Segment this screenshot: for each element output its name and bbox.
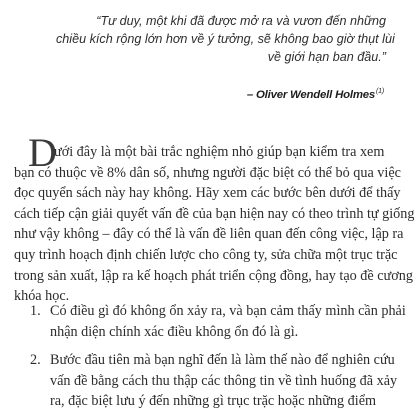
paragraph-line: cách tiếp cận giải quyết vấn đề của bạn hiện nay có theo trình tự giống <box>14 205 414 222</box>
quote-line: “Tư duy, một khi đã được mở ra và vươn đến những <box>96 14 386 28</box>
paragraph-line: ưới đây là một bài trắc nghiệm nhỏ giúp bạn kiểm tra xem <box>54 144 385 160</box>
epigraph-quote <box>56 12 395 66</box>
list-item-line: Bước đầu tiên mà bạn nghĩ đến là làm thế nào để nghiên cứu <box>50 352 395 368</box>
quote-attribution <box>247 88 384 101</box>
list-item-line: nhận diện chính xác điều không ổn đó là gì. <box>50 323 299 340</box>
list-item-text <box>50 350 398 412</box>
list-item <box>30 301 406 342</box>
paragraph-line: đọc quyển sách này hay không. Hãy xem các bước bên dưới để thấy <box>14 185 401 202</box>
list-item-line: vấn đề bằng cách thu thập các thông tin về tình huống đã xảy <box>50 372 398 389</box>
list-item-line: Có điều gì đó không ổn xảy ra, và bạn cảm thấy mình cần phải <box>50 303 406 319</box>
paragraph-line: như vậy không – đây có thể là vấn đề liên quan đến công việc, lập ra <box>14 226 404 243</box>
drop-cap: D <box>28 130 57 175</box>
list-item <box>30 350 398 412</box>
quote-line: về giới hạn ban đầu.” <box>267 50 386 64</box>
attribution-author: – Oliver Wendell Holmes <box>246 89 376 101</box>
quote-line: chiều kích rộng lớn hơn về ý tưởng, sẽ không bao giờ thụt lùi <box>56 32 395 46</box>
list-item-number: 2. <box>30 352 41 368</box>
list-item-text <box>50 301 406 342</box>
paragraph-line: quy trình hoạch định chiến lược cho công ty, sửa chữa một trục trặc <box>14 246 398 263</box>
paragraph-line: bạn có thuộc về 8% dân số, nhưng người đặc biệt có thể bỏ qua việc <box>14 164 401 181</box>
paragraph-line: trong sản xuất, lập ra kế hoạch phát triển cộng đồng, hay tạo đề cương <box>14 267 413 284</box>
intro-paragraph <box>14 142 414 307</box>
paragraph-line: khóa học. <box>14 288 70 305</box>
list-item-number: 1. <box>30 303 41 319</box>
list-item-line: ra, đặc biệt lưu ý đến những gì trục trặc hoặc những điểm <box>50 393 377 410</box>
footnote-marker: (1) <box>376 88 384 95</box>
